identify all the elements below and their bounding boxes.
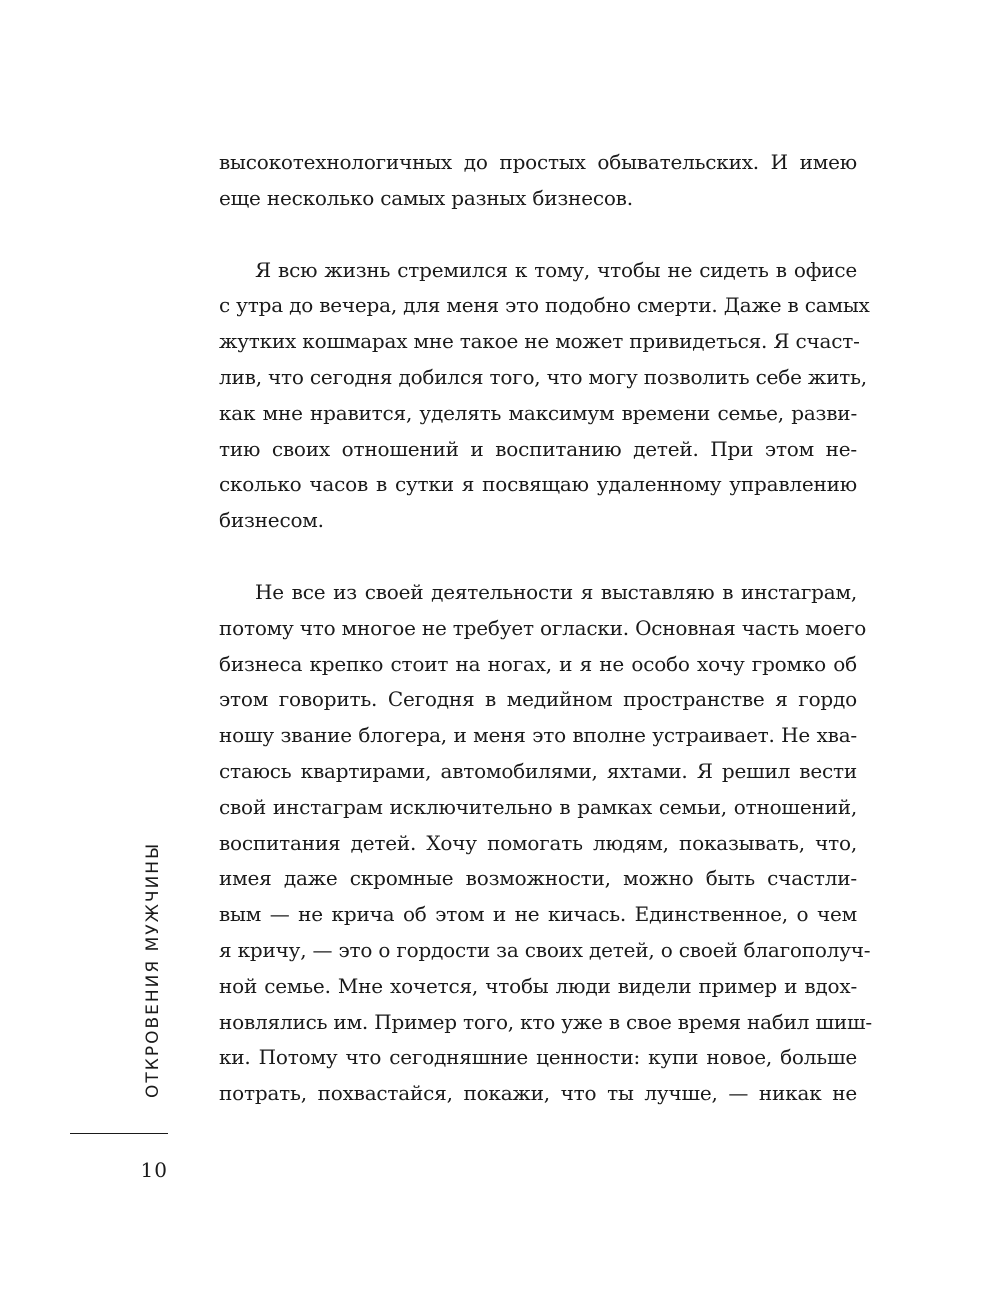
text-line: потому что многое не требует огласки. Основная часть моего xyxy=(219,615,867,640)
body-text xyxy=(219,145,872,1112)
text-line: с утра до вечера, для меня это подобно смерти. Даже в самых xyxy=(219,293,870,318)
text-line: тию своих отношений и воспитанию детей. При этом не- xyxy=(219,436,857,461)
text-line: ношу звание блогера, и меня это вполне устраивает. Не хва- xyxy=(219,723,857,748)
paragraph xyxy=(219,253,870,539)
text-line: еще несколько самых разных бизнесов. xyxy=(219,185,633,210)
footer-rule xyxy=(70,1133,168,1134)
text-line: бизнесом. xyxy=(219,508,324,533)
text-line: я кричу, — это о гордости за своих детей, о своей благополуч- xyxy=(219,937,871,962)
text-line: сколько часов в сутки я посвящаю удаленному управлению xyxy=(219,472,857,497)
paragraph xyxy=(219,575,872,1112)
text-line: вым — не крича об этом и не кичась. Единственное, о чем xyxy=(219,902,857,927)
text-line: этом говорить. Сегодня в медийном пространстве я гордо xyxy=(219,687,857,712)
text-line: стаюсь квартирами, автомобилями, яхтами. Я решил вести xyxy=(219,758,857,783)
text-line: высокотехнологичных до простых обывательских. И имею xyxy=(219,150,857,174)
text-line: жутких кошмарах мне такое не может привидеться. Я счаст- xyxy=(219,329,860,354)
paragraph xyxy=(219,145,857,217)
text-line: Не все из своей деятельности я выставляю в инстаграм, xyxy=(255,579,857,604)
text-line: Я всю жизнь стремился к тому, чтобы не сидеть в офисе xyxy=(255,257,857,282)
text-line: ки. Потому что сегодняшние ценности: купи новое, больше xyxy=(219,1045,857,1070)
text-line: лив, что сегодня добился того, что могу позволить себе жить, xyxy=(219,364,867,389)
text-line: новлялись им. Пример того, кто уже в свое время набил шиш- xyxy=(219,1009,872,1034)
text-line: потрать, похвастайся, покажи, что ты лучше, — никак не xyxy=(219,1081,857,1106)
text-line: свой инстаграм исключительно в рамках семьи, отношений, xyxy=(219,794,857,819)
text-line: воспитания детей. Хочу помогать людям, показывать, что, xyxy=(219,830,857,855)
text-line: имея даже скромные возможности, можно быть счастли- xyxy=(219,866,857,891)
text-line: бизнеса крепко стоит на ногах, и я не особо хочу громко об xyxy=(219,651,857,676)
text-line: как мне нравится, уделять максимум времени семье, разви- xyxy=(219,400,857,425)
running-title: ОТКРОВЕНИЯ МУЖЧИНЫ xyxy=(143,841,163,1098)
page-number: 10 xyxy=(140,1158,168,1182)
text-line: ной семье. Мне хочется, чтобы люди видели пример и вдох- xyxy=(219,973,857,998)
